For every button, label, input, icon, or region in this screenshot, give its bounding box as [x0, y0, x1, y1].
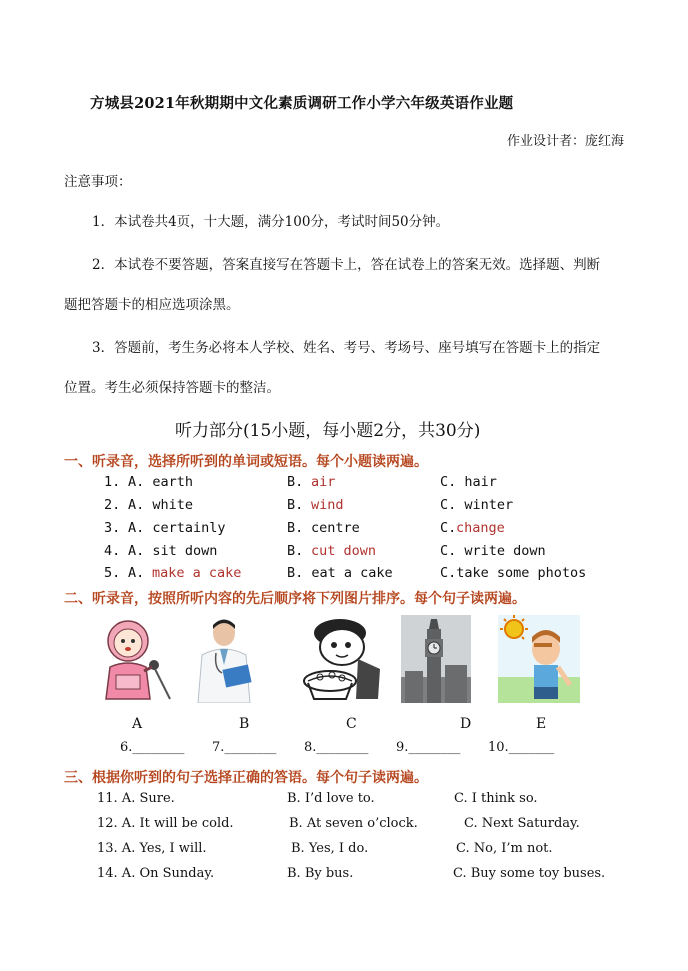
option-a-text: make a cake: [152, 565, 242, 581]
option-b-text: wind: [311, 497, 344, 513]
answer-blank-8[interactable]: 8.________: [304, 740, 369, 755]
author-line: 作业设计者：庞红海: [506, 134, 624, 149]
answer-blank-10[interactable]: 10._______: [488, 740, 555, 755]
option-a: 14. A. On Sunday.: [97, 866, 215, 881]
option-a: 11. A. Sure.: [97, 791, 175, 806]
option-a: 13. A. Yes, I will.: [97, 841, 207, 856]
section-3-heading: 三、根据你听到的句子选择正确的答语。每个句子读两遍。: [64, 770, 428, 786]
option-b-label: B.: [287, 474, 304, 490]
option-c: C. winter: [440, 497, 514, 513]
option-b: B. At seven o’clock.: [289, 816, 418, 831]
picture-label-e: E: [536, 716, 547, 732]
option-c: C. Next Saturday.: [464, 816, 580, 831]
picture-label-d: D: [460, 716, 472, 732]
option-c-label: C.: [440, 520, 457, 536]
picture-label-b: B: [239, 716, 250, 732]
hot-sun-picture: [498, 615, 580, 703]
option-a: A. earth: [128, 474, 194, 490]
question-number: 5.: [104, 565, 121, 581]
section-2-heading: 二、听录音，按照所听内容的先后顺序将下列图片排序。每个句子读两遍。: [64, 591, 526, 607]
answer-blank-7[interactable]: 7.________: [212, 740, 277, 755]
answer-blank-9[interactable]: 9.________: [396, 740, 461, 755]
option-c: C. hair: [440, 474, 497, 490]
girl-singing-picture: [92, 615, 178, 703]
washing-clothes-picture: [298, 615, 388, 703]
option-c: C.take some photos: [440, 565, 587, 581]
option-b: B. By bus.: [287, 866, 354, 881]
note-item-3-line-2: 位置。考生必须保持答题卡的整洁。: [64, 380, 280, 396]
note-item-3-line-1: 3．答题前，考生务必将本人学校、姓名、考号、考场号、座号填写在答题卡上的指定: [92, 340, 601, 356]
note-item-1: 1．本试卷共4页，十大题，满分100分，考试时间50分钟。: [92, 214, 450, 230]
option-a: A. white: [128, 497, 194, 513]
doctor-picture: [194, 615, 256, 703]
option-c: C. Buy some toy buses.: [453, 866, 606, 881]
option-b-label: B.: [287, 543, 304, 559]
option-a: A. sit down: [128, 543, 218, 559]
option-a: 12. A. It will be cold.: [97, 816, 234, 831]
option-b: B. I’d love to.: [287, 791, 375, 806]
option-b-label: B.: [287, 497, 304, 513]
option-c: C. No, I’m not.: [456, 841, 553, 856]
option-c-text: change: [456, 520, 505, 536]
option-b: B. eat a cake: [287, 565, 393, 581]
big-ben-picture: [401, 615, 471, 703]
note-item-2-line-2: 题把答题卡的相应选项涂黑。: [64, 297, 240, 313]
section-1-heading: 一、听录音，选择所听到的单词或短语。每个小题读两遍。: [64, 454, 428, 470]
listening-part-title: 听力部分(15小题，每小题2分，共30分): [175, 421, 481, 441]
question-number: 3.: [104, 520, 121, 536]
option-b: B. Yes, I do.: [291, 841, 369, 856]
option-c: C. I think so.: [454, 791, 538, 806]
option-b-text: cut down: [311, 543, 377, 559]
page-title: 方城县2021年秋期期中文化素质调研工作小学六年级英语作业题: [90, 95, 514, 112]
note-item-2-line-1: 2．本试卷不要答题，答案直接写在答题卡上，答在试卷上的答案无效。选择题、判断: [92, 257, 601, 273]
option-a-label: A.: [128, 565, 145, 581]
option-c: C. write down: [440, 543, 546, 559]
option-a: A. certainly: [128, 520, 226, 536]
option-b-text: air: [311, 474, 336, 490]
answer-blank-6[interactable]: 6.________: [120, 740, 185, 755]
question-number: 2.: [104, 497, 121, 513]
notes-heading: 注意事项：: [64, 174, 132, 190]
option-b-text: centre: [311, 520, 360, 536]
picture-label-a: A: [132, 716, 143, 732]
option-b-label: B.: [287, 520, 304, 536]
question-number: 1.: [104, 474, 121, 490]
picture-label-c: C: [346, 716, 357, 732]
question-number: 4.: [104, 543, 121, 559]
